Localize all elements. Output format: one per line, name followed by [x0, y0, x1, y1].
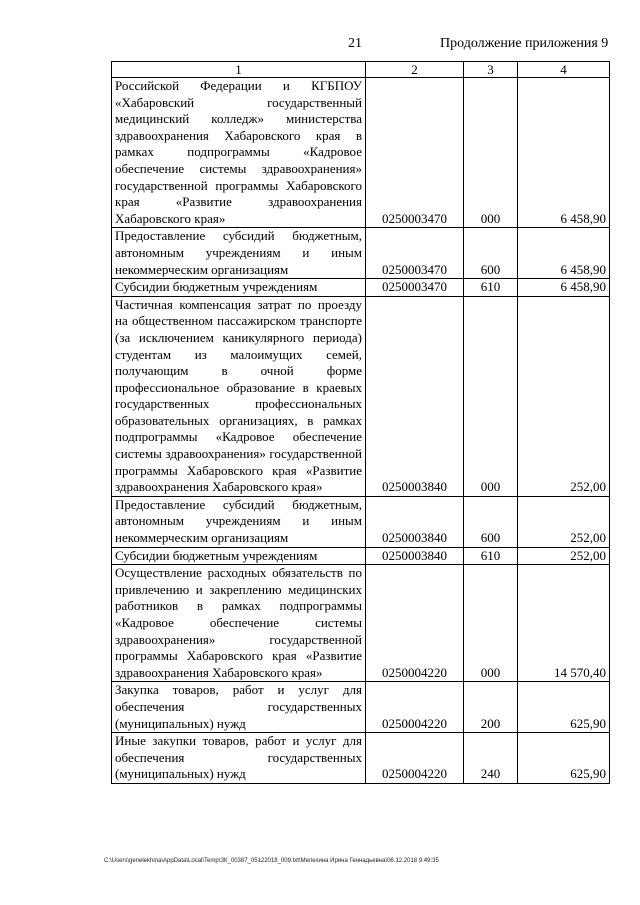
table-row — [112, 496, 610, 547]
table-row — [112, 547, 610, 565]
budget-table — [111, 61, 610, 784]
row-name-cell — [112, 228, 366, 279]
row-csr: 0250003470 — [366, 279, 464, 297]
row-sum: 6 458,90 — [518, 279, 610, 297]
table-row — [112, 565, 610, 682]
row-name-cell — [112, 279, 366, 297]
column-header-csr: 2 — [366, 62, 464, 78]
row-csr: 0250003840 — [366, 547, 464, 565]
row-csr: 0250004220 — [366, 682, 464, 733]
row-name-cell — [112, 296, 366, 496]
row-csr: 0250004220 — [366, 565, 464, 682]
row-vr: 000 — [464, 78, 518, 228]
row-csr: 0250003470 — [366, 78, 464, 228]
row-sum: 6 458,90 — [518, 228, 610, 279]
row-name-cell — [112, 496, 366, 547]
row-vr: 610 — [464, 547, 518, 565]
column-number-row — [112, 62, 610, 78]
file-path-footer: C:\Users\genelekhina\AppData\Local\Temp\ЗК_00387_05122018_009.txt\Мелехина Ирина Геннадьевна\06.12.2018 9:49:35 — [104, 858, 439, 864]
row-vr: 600 — [464, 228, 518, 279]
row-vr: 200 — [464, 682, 518, 733]
column-header-name: 1 — [112, 62, 366, 78]
page-number: 21 — [348, 36, 362, 51]
row-vr: 240 — [464, 733, 518, 784]
table-row — [112, 296, 610, 496]
table-row — [112, 682, 610, 733]
row-name-cell — [112, 565, 366, 682]
appendix-continuation-label: Продолжение приложения 9 — [440, 36, 609, 51]
row-name: Российской Федерации и КГБПОУ «Хабаровский государственный медицинский колледж» министерства здравоохранения Хабаровского края в рамках подпрограммы «Кадровое обеспечение системы здравоохранения» государственной программы Хабаровского края «Развитие здравоохранения Хабаровского края» — [115, 78, 362, 226]
row-name: Субсидии бюджетным учреждениям — [115, 279, 318, 295]
row-name: Частичная компенсация затрат по проезду на общественном пассажирском транспорте (за исключением каникулярного периода) студентам из малоимущих семей, получающим в очной форме профессиональное образование в краевых государственных профессиональных образовательных организациях, в рамках подпрограммы «Кадровое обеспечение системы здравоохранения» государственной программы Хабаровского края «Развитие здравоохранения Хабаровского края» — [115, 296, 362, 495]
row-vr: 000 — [464, 565, 518, 682]
row-vr: 000 — [464, 296, 518, 496]
row-name: Предоставление субсидий бюджетным, автономным учреждениям и иным некоммерческим организациям — [115, 228, 362, 277]
row-vr: 610 — [464, 279, 518, 297]
column-header-sum: 4 — [518, 62, 610, 78]
row-sum: 252,00 — [518, 296, 610, 496]
row-sum: 6 458,90 — [518, 78, 610, 228]
page-header — [0, 36, 640, 56]
table-row — [112, 78, 610, 228]
row-name-cell — [112, 78, 366, 228]
row-name: Субсидии бюджетным учреждениям — [115, 547, 318, 563]
table-row — [112, 228, 610, 279]
row-name: Осуществление расходных обязательств по привлечению и закреплению медицинских работников в рамках подпрограммы «Кадровое обеспечение системы здравоохранения» государственной программы Хабаровского края «Развитие здравоохранения Хабаровского края» — [115, 565, 362, 680]
row-sum: 14 570,40 — [518, 565, 610, 682]
row-name: Закупка товаров, работ и услуг для обеспечения государственных (муниципальных) нужд — [115, 682, 362, 731]
row-csr: 0250003840 — [366, 296, 464, 496]
row-vr: 600 — [464, 496, 518, 547]
row-sum: 252,00 — [518, 547, 610, 565]
row-name-cell — [112, 682, 366, 733]
row-name-cell — [112, 547, 366, 565]
row-sum: 625,90 — [518, 682, 610, 733]
row-name-cell — [112, 733, 366, 784]
table-row — [112, 733, 610, 784]
table-row — [112, 279, 610, 297]
row-sum: 252,00 — [518, 496, 610, 547]
row-csr: 0250004220 — [366, 733, 464, 784]
row-name: Предоставление субсидий бюджетным, автономным учреждениям и иным некоммерческим организациям — [115, 496, 362, 546]
row-csr: 0250003840 — [366, 496, 464, 547]
row-csr: 0250003470 — [366, 228, 464, 279]
row-sum: 625,90 — [518, 733, 610, 784]
row-name: Иные закупки товаров, работ и услуг для обеспечения государственных (муниципальных) нужд — [115, 733, 362, 782]
column-header-vr: 3 — [464, 62, 518, 78]
